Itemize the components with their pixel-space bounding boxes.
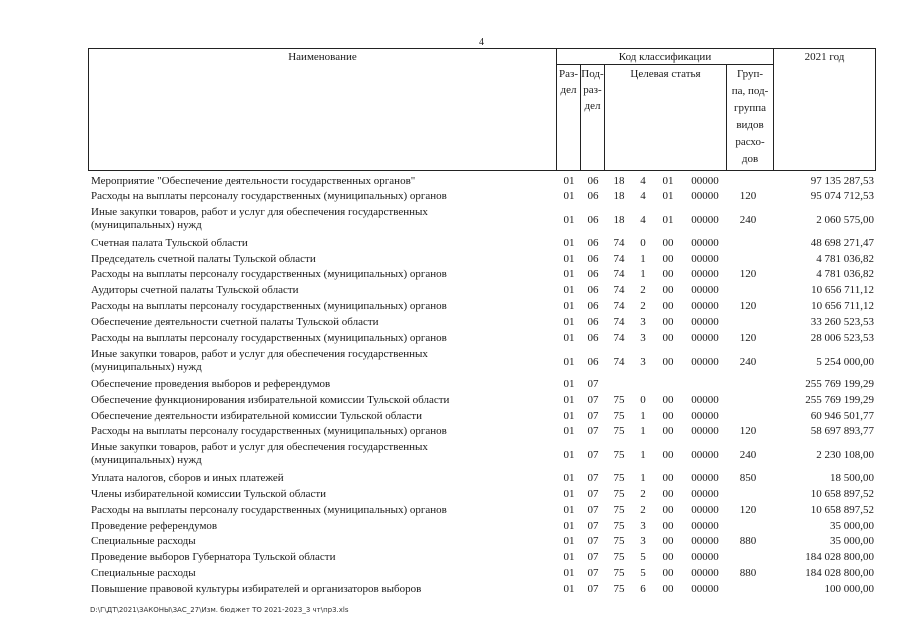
expense-type-cell: 880	[739, 535, 757, 547]
target-direction-cell: 00000	[691, 284, 719, 296]
target-subprogram-cell: 4	[640, 175, 646, 187]
header-code-classification: Код классификации	[618, 51, 712, 63]
target-activity-cell: 01	[662, 190, 674, 202]
target-subprogram-cell: 3	[640, 520, 646, 532]
razdel-cell: 01	[563, 394, 575, 406]
row-name: Расходы на выплаты персоналу государственных (муниципальных) органов	[91, 190, 447, 202]
table-row	[0, 300, 905, 315]
podrazdel-cell: 06	[587, 284, 599, 296]
target-subprogram-cell: 3	[640, 316, 646, 328]
amount-cell: 4 781 036,82	[816, 268, 874, 280]
table-row	[0, 253, 905, 268]
table-row	[0, 504, 905, 519]
razdel-cell: 01	[563, 535, 575, 547]
target-direction-cell: 00000	[691, 583, 719, 595]
row-name: Счетная палата Тульской области	[91, 237, 248, 249]
podrazdel-cell: 07	[587, 535, 599, 547]
target-subprogram-cell: 1	[640, 472, 646, 484]
row-name: Члены избирательной комиссии Тульской области	[91, 488, 327, 500]
target-program-cell: 74	[613, 316, 625, 328]
expense-type-cell: 880	[739, 567, 757, 579]
row-name: Обеспечение функционирования избирательной комиссии Тульской области	[91, 394, 450, 406]
amount-cell: 35 000,00	[830, 535, 874, 547]
target-subprogram-cell: 5	[640, 551, 646, 563]
table-row	[0, 237, 905, 252]
podrazdel-cell: 06	[587, 237, 599, 249]
target-subprogram-cell: 4	[640, 214, 646, 226]
podrazdel-cell: 06	[587, 332, 599, 344]
razdel-cell: 01	[563, 378, 575, 390]
amount-cell: 97 135 287,53	[810, 175, 874, 187]
row-name: Повышение правовой культуры избирателей и организаторов выборов	[91, 583, 422, 595]
razdel-cell: 01	[563, 332, 575, 344]
target-program-cell: 75	[613, 449, 625, 461]
row-name: Проведение референдумов	[91, 520, 218, 532]
target-activity-cell: 00	[662, 504, 674, 516]
target-program-cell: 74	[613, 300, 625, 312]
expense-type-cell: 120	[739, 425, 757, 437]
target-activity-cell: 00	[662, 583, 674, 595]
target-activity-cell: 00	[662, 520, 674, 532]
target-activity-cell: 00	[662, 300, 674, 312]
target-activity-cell: 00	[662, 410, 674, 422]
target-direction-cell: 00000	[691, 567, 719, 579]
header-razdel: Раз- дел	[558, 68, 578, 96]
target-direction-cell: 00000	[691, 449, 719, 461]
target-direction-cell: 00000	[691, 175, 719, 187]
razdel-cell: 01	[563, 284, 575, 296]
razdel-cell: 01	[563, 300, 575, 312]
podrazdel-cell: 06	[587, 214, 599, 226]
table-row	[0, 206, 905, 236]
table-row	[0, 394, 905, 409]
target-activity-cell: 00	[662, 535, 674, 547]
podrazdel-cell: 06	[587, 175, 599, 187]
razdel-cell: 01	[563, 504, 575, 516]
target-program-cell: 75	[613, 488, 625, 500]
amount-cell: 4 781 036,82	[816, 253, 874, 265]
podrazdel-cell: 07	[587, 551, 599, 563]
target-subprogram-cell: 1	[640, 425, 646, 437]
target-program-cell: 74	[613, 284, 625, 296]
target-subprogram-cell: 5	[640, 567, 646, 579]
row-name: Расходы на выплаты персоналу государственных (муниципальных) органов	[91, 268, 447, 280]
amount-cell: 48 698 271,47	[810, 237, 874, 249]
podrazdel-cell: 06	[587, 253, 599, 265]
target-subprogram-cell: 2	[640, 504, 646, 516]
row-name: Обеспечение проведения выборов и референдумов	[91, 378, 331, 390]
table-row	[0, 567, 905, 582]
podrazdel-cell: 07	[587, 449, 599, 461]
podrazdel-cell: 07	[587, 425, 599, 437]
row-name: Иные закупки товаров, работ и услуг для обеспечения государственных (муниципальных) нужд	[91, 441, 428, 466]
target-direction-cell: 00000	[691, 214, 719, 226]
podrazdel-cell: 07	[587, 472, 599, 484]
table-row	[0, 190, 905, 205]
header-left-border	[88, 48, 89, 171]
target-subprogram-cell: 4	[640, 190, 646, 202]
target-program-cell: 74	[613, 268, 625, 280]
amount-cell: 10 658 897,52	[810, 488, 874, 500]
razdel-cell: 01	[563, 449, 575, 461]
expense-type-cell: 120	[739, 190, 757, 202]
file-path-footer: D:\Г\ДТ\2021\ЗАКОНЫ\ЗАС_27\Изм. бюджет ТО 2021-2023_3 чт\пр3.xls	[90, 606, 349, 614]
row-name: Специальные расходы	[91, 535, 196, 547]
podrazdel-cell: 07	[587, 410, 599, 422]
target-direction-cell: 00000	[691, 488, 719, 500]
target-subprogram-cell: 2	[640, 300, 646, 312]
table-row	[0, 551, 905, 566]
amount-cell: 28 006 523,53	[810, 332, 874, 344]
amount-cell: 2 230 108,00	[816, 449, 874, 461]
expense-type-cell: 240	[739, 356, 757, 368]
razdel-cell: 01	[563, 472, 575, 484]
target-direction-cell: 00000	[691, 332, 719, 344]
target-program-cell: 74	[613, 237, 625, 249]
row-name: Уплата налогов, сборов и иных платежей	[91, 472, 284, 484]
target-program-cell: 75	[613, 583, 625, 595]
row-name: Специальные расходы	[91, 567, 196, 579]
expense-type-cell: 240	[739, 449, 757, 461]
target-program-cell: 74	[613, 253, 625, 265]
razdel-cell: 01	[563, 190, 575, 202]
amount-cell: 18 500,00	[830, 472, 874, 484]
table-row	[0, 378, 905, 393]
table-row	[0, 410, 905, 425]
target-activity-cell: 00	[662, 488, 674, 500]
target-subprogram-cell: 0	[640, 237, 646, 249]
header-name: Наименование	[288, 51, 357, 63]
razdel-cell: 01	[563, 410, 575, 422]
target-direction-cell: 00000	[691, 253, 719, 265]
target-activity-cell: 00	[662, 551, 674, 563]
target-subprogram-cell: 3	[640, 356, 646, 368]
razdel-cell: 01	[563, 175, 575, 187]
expense-type-cell: 850	[739, 472, 757, 484]
target-subprogram-cell: 3	[640, 535, 646, 547]
target-program-cell: 18	[613, 175, 625, 187]
table-row	[0, 348, 905, 378]
amount-cell: 10 658 897,52	[810, 504, 874, 516]
header-bottom-border	[88, 170, 875, 171]
target-activity-cell: 00	[662, 237, 674, 249]
target-direction-cell: 00000	[691, 237, 719, 249]
razdel-cell: 01	[563, 356, 575, 368]
row-name: Председатель счетной палаты Тульской области	[91, 253, 316, 265]
table-row	[0, 332, 905, 347]
target-activity-cell: 00	[662, 284, 674, 296]
table-row	[0, 425, 905, 440]
target-program-cell: 75	[613, 410, 625, 422]
target-direction-cell: 00000	[691, 520, 719, 532]
target-direction-cell: 00000	[691, 316, 719, 328]
target-program-cell: 75	[613, 472, 625, 484]
target-subprogram-cell: 3	[640, 332, 646, 344]
table-row	[0, 268, 905, 283]
amount-cell: 60 946 501,77	[810, 410, 874, 422]
row-name: Расходы на выплаты персоналу государственных (муниципальных) органов	[91, 425, 447, 437]
target-program-cell: 74	[613, 356, 625, 368]
target-subprogram-cell: 1	[640, 268, 646, 280]
target-direction-cell: 00000	[691, 394, 719, 406]
target-direction-cell: 00000	[691, 425, 719, 437]
razdel-cell: 01	[563, 520, 575, 532]
target-activity-cell: 00	[662, 332, 674, 344]
podrazdel-cell: 07	[587, 488, 599, 500]
target-activity-cell: 00	[662, 316, 674, 328]
target-program-cell: 75	[613, 425, 625, 437]
header-year: 2021 год	[804, 51, 845, 63]
target-direction-cell: 00000	[691, 410, 719, 422]
target-program-cell: 75	[613, 394, 625, 406]
razdel-cell: 01	[563, 425, 575, 437]
header-podrazdel: Под- раз- дел	[581, 68, 604, 112]
expense-type-cell: 120	[739, 268, 757, 280]
target-direction-cell: 00000	[691, 190, 719, 202]
amount-cell: 100 000,00	[824, 583, 874, 595]
target-program-cell: 75	[613, 551, 625, 563]
table-row	[0, 284, 905, 299]
razdel-cell: 01	[563, 253, 575, 265]
razdel-cell: 01	[563, 551, 575, 563]
amount-cell: 255 769 199,29	[805, 378, 874, 390]
table-row	[0, 488, 905, 503]
target-activity-cell: 01	[662, 175, 674, 187]
target-program-cell: 75	[613, 567, 625, 579]
podrazdel-cell: 06	[587, 316, 599, 328]
razdel-cell: 01	[563, 567, 575, 579]
header-divider-group	[773, 48, 774, 171]
header-right-border	[875, 48, 876, 171]
podrazdel-cell: 06	[587, 356, 599, 368]
amount-cell: 2 060 575,00	[816, 214, 874, 226]
table-row	[0, 520, 905, 535]
target-program-cell: 75	[613, 504, 625, 516]
razdel-cell: 01	[563, 316, 575, 328]
page-number: 4	[479, 37, 484, 48]
header-target-article: Целевая статья	[630, 68, 701, 80]
podrazdel-cell: 07	[587, 583, 599, 595]
target-subprogram-cell: 6	[640, 583, 646, 595]
podrazdel-cell: 07	[587, 504, 599, 516]
target-direction-cell: 00000	[691, 268, 719, 280]
row-name: Иные закупки товаров, работ и услуг для обеспечения государственных (муниципальных) нужд	[91, 206, 428, 231]
target-activity-cell: 01	[662, 214, 674, 226]
target-program-cell: 75	[613, 535, 625, 547]
target-direction-cell: 00000	[691, 472, 719, 484]
row-name: Расходы на выплаты персоналу государственных (муниципальных) органов	[91, 300, 447, 312]
target-activity-cell: 00	[662, 425, 674, 437]
target-subprogram-cell: 0	[640, 394, 646, 406]
target-subprogram-cell: 2	[640, 284, 646, 296]
row-name: Мероприятие "Обеспечение деятельности государственных органов"	[91, 175, 416, 187]
target-activity-cell: 00	[662, 472, 674, 484]
target-program-cell: 75	[613, 520, 625, 532]
target-subprogram-cell: 1	[640, 449, 646, 461]
expense-type-cell: 120	[739, 332, 757, 344]
table-row	[0, 583, 905, 598]
amount-cell: 10 656 711,12	[811, 284, 874, 296]
razdel-cell: 01	[563, 268, 575, 280]
target-direction-cell: 00000	[691, 535, 719, 547]
target-program-cell: 18	[613, 214, 625, 226]
amount-cell: 58 697 893,77	[810, 425, 874, 437]
row-name: Проведение выборов Губернатора Тульской области	[91, 551, 336, 563]
expense-type-cell: 120	[739, 504, 757, 516]
target-subprogram-cell: 1	[640, 253, 646, 265]
target-activity-cell: 00	[662, 394, 674, 406]
row-name: Аудиторы счетной палаты Тульской области	[91, 284, 299, 296]
podrazdel-cell: 07	[587, 520, 599, 532]
amount-cell: 10 656 711,12	[811, 300, 874, 312]
target-direction-cell: 00000	[691, 300, 719, 312]
podrazdel-cell: 06	[587, 268, 599, 280]
table-row	[0, 316, 905, 331]
amount-cell: 255 769 199,29	[805, 394, 874, 406]
podrazdel-cell: 07	[587, 394, 599, 406]
expense-type-cell: 120	[739, 300, 757, 312]
amount-cell: 33 260 523,53	[810, 316, 874, 328]
target-activity-cell: 00	[662, 356, 674, 368]
target-subprogram-cell: 1	[640, 410, 646, 422]
razdel-cell: 01	[563, 214, 575, 226]
table-row	[0, 472, 905, 487]
podrazdel-cell: 06	[587, 300, 599, 312]
amount-cell: 35 000,00	[830, 520, 874, 532]
target-direction-cell: 00000	[691, 356, 719, 368]
target-activity-cell: 00	[662, 268, 674, 280]
target-program-cell: 74	[613, 332, 625, 344]
target-program-cell: 18	[613, 190, 625, 202]
row-name: Иные закупки товаров, работ и услуг для обеспечения государственных (муниципальных) нужд	[91, 348, 428, 373]
expense-type-cell: 240	[739, 214, 757, 226]
razdel-cell: 01	[563, 583, 575, 595]
row-name: Расходы на выплаты персоналу государственных (муниципальных) органов	[91, 504, 447, 516]
amount-cell: 184 028 800,00	[805, 567, 874, 579]
amount-cell: 95 074 712,53	[810, 190, 874, 202]
header-expense-group: Груп- па, под- группа видов расхо- дов	[731, 68, 769, 165]
target-direction-cell: 00000	[691, 551, 719, 563]
amount-cell: 184 028 800,00	[805, 551, 874, 563]
razdel-cell: 01	[563, 237, 575, 249]
row-name: Обеспечение деятельности счетной палаты Тульской области	[91, 316, 379, 328]
target-direction-cell: 00000	[691, 504, 719, 516]
target-activity-cell: 00	[662, 567, 674, 579]
target-subprogram-cell: 2	[640, 488, 646, 500]
table-row	[0, 441, 905, 471]
target-activity-cell: 00	[662, 253, 674, 265]
podrazdel-cell: 06	[587, 190, 599, 202]
podrazdel-cell: 07	[587, 378, 599, 390]
razdel-cell: 01	[563, 488, 575, 500]
table-row	[0, 535, 905, 550]
podrazdel-cell: 07	[587, 567, 599, 579]
table-row	[0, 175, 905, 190]
row-name: Обеспечение деятельности избирательной комиссии Тульской области	[91, 410, 422, 422]
target-activity-cell: 00	[662, 449, 674, 461]
amount-cell: 5 254 000,00	[816, 356, 874, 368]
row-name: Расходы на выплаты персоналу государственных (муниципальных) органов	[91, 332, 447, 344]
